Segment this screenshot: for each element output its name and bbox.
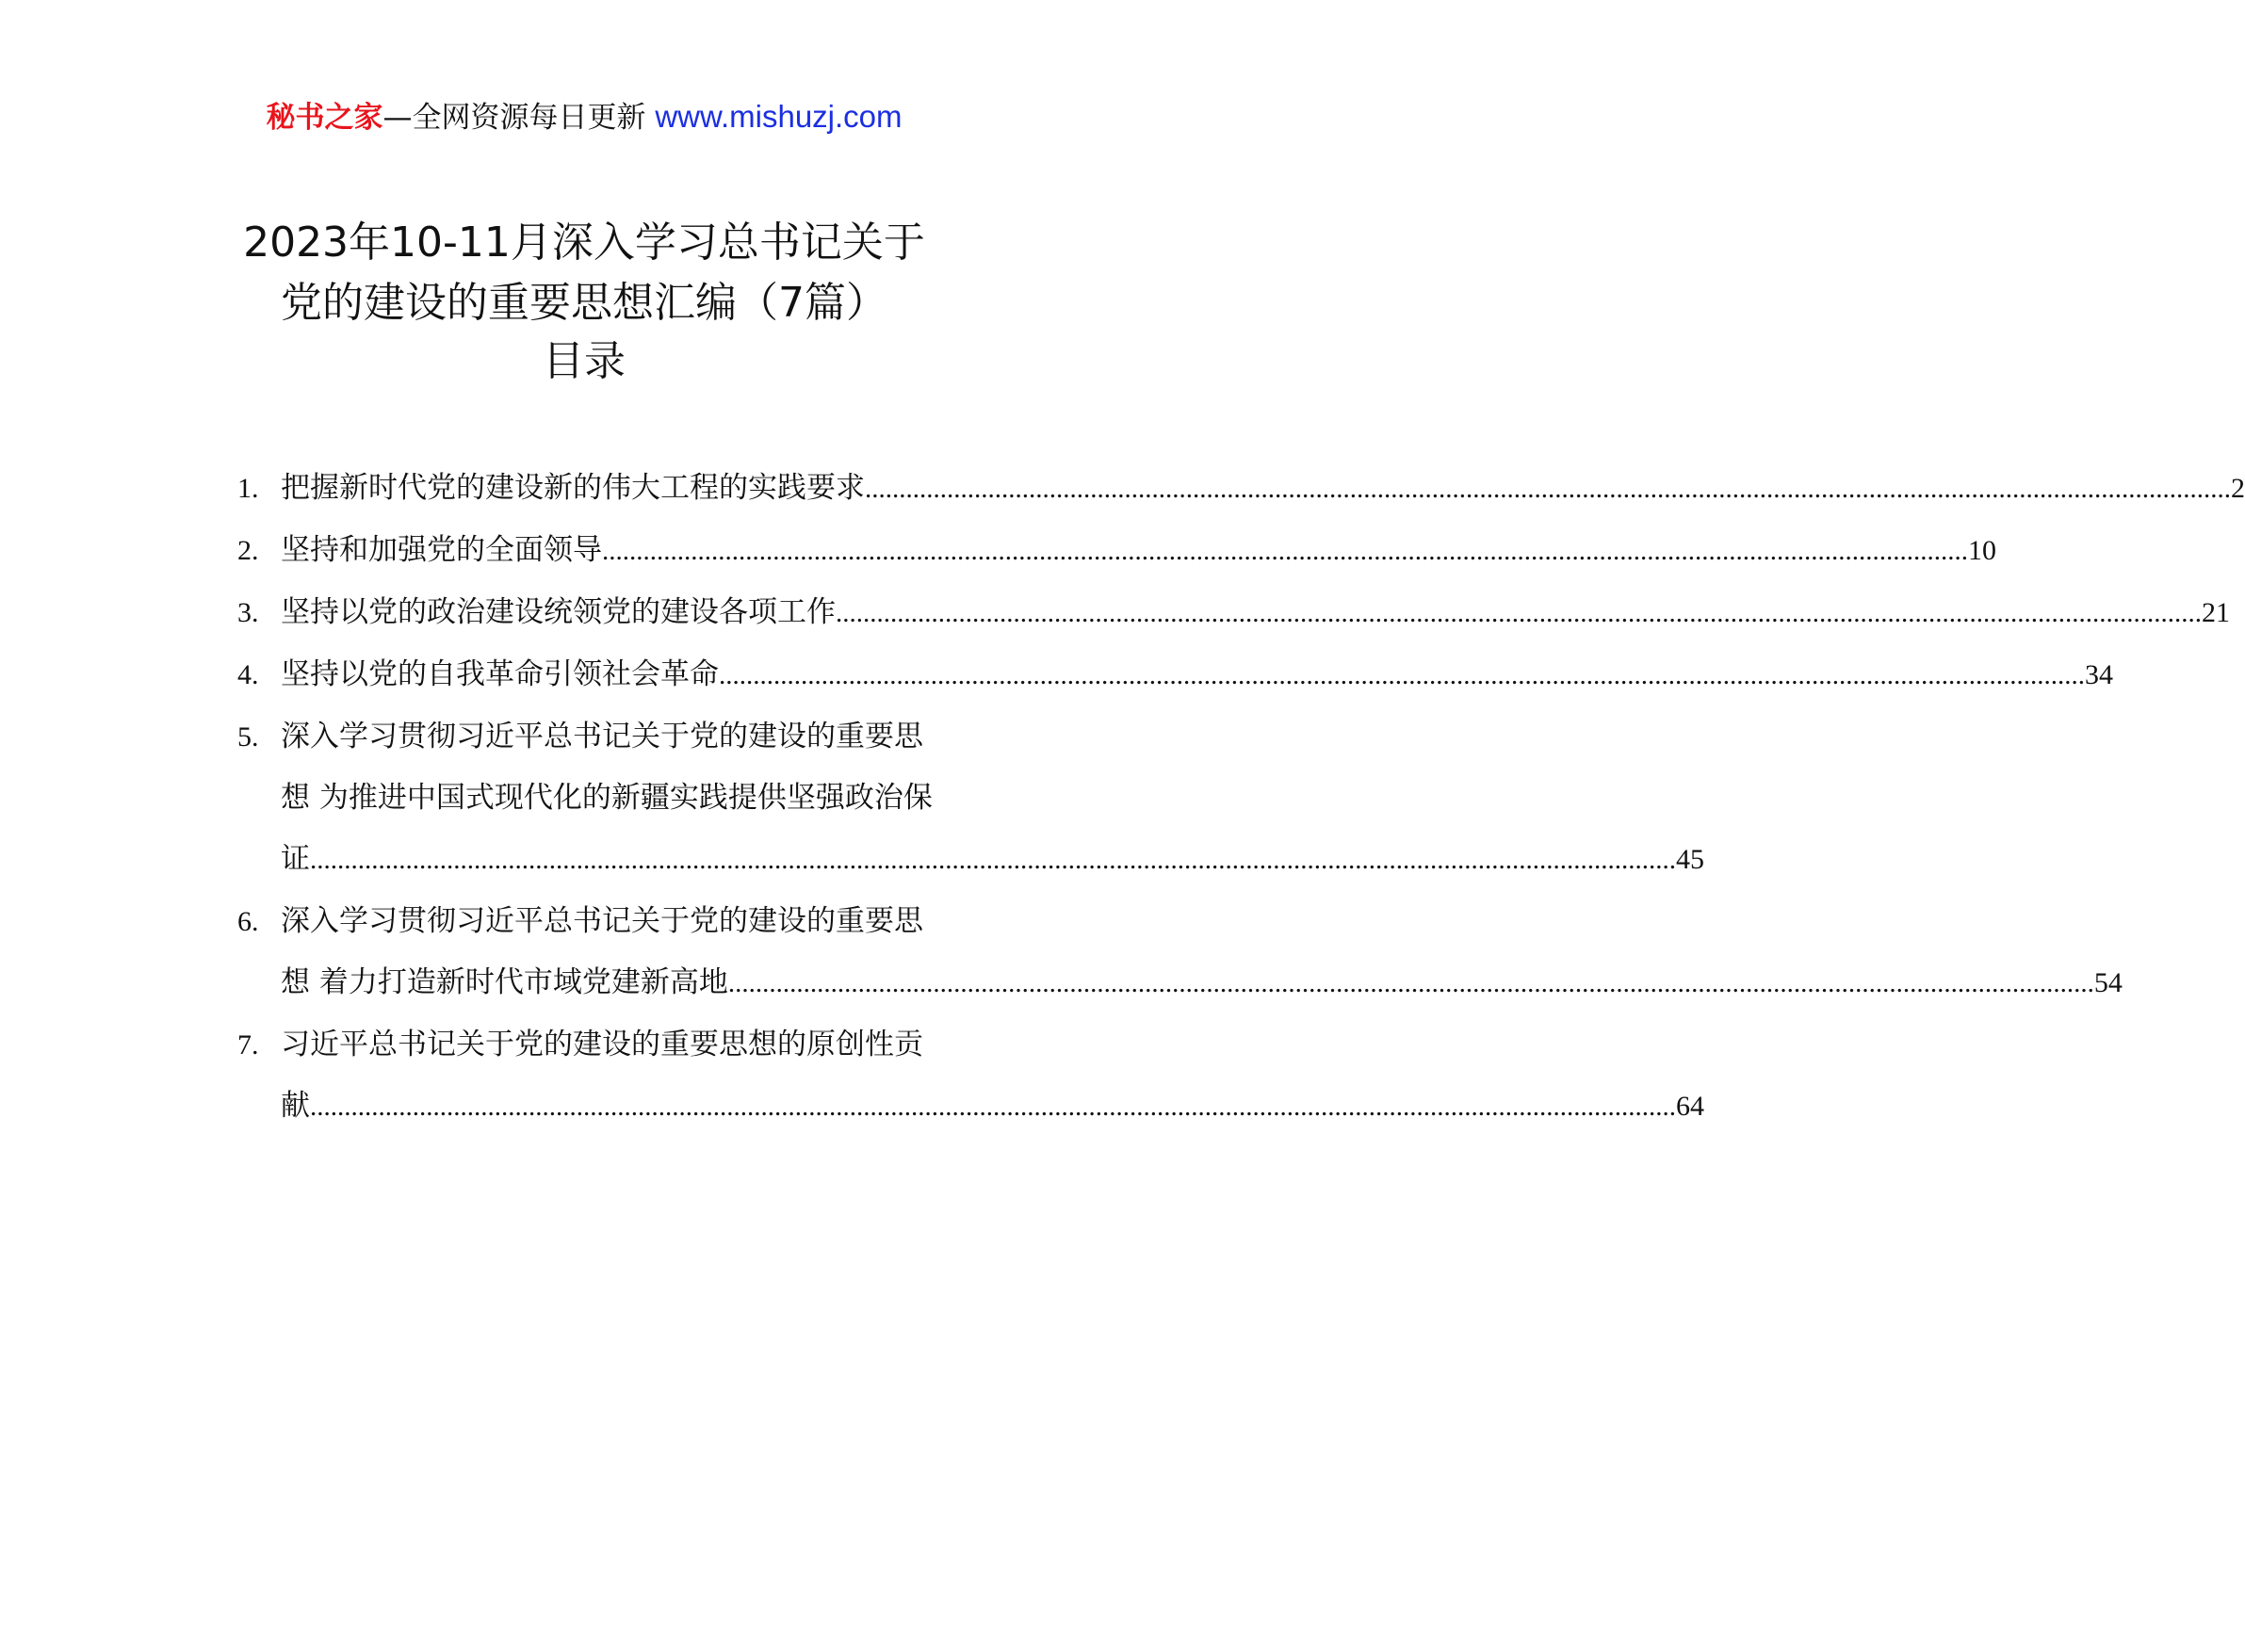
toc-entry-title: 坚持以党的自我革命引领社会革命: [281, 657, 719, 691]
toc-entry-number: 7.: [237, 1029, 259, 1061]
toc-entry-leader-line: [281, 520, 1996, 582]
toc-entry-text-line: 深入学习贯彻习近平总书记关于党的建设的重要思: [281, 720, 923, 753]
toc-entry[interactable]: [237, 644, 2113, 706]
toc-entry-text-line: 习近平总书记关于党的建设的重要思想的原创性贡: [281, 1028, 923, 1061]
toc-entry-leader-line: [281, 582, 2230, 644]
dot-leader: ........................................................................................................................................................................................................: [310, 845, 1676, 875]
toc-entry-number: 3.: [237, 597, 259, 628]
toc-entry-number: 2.: [237, 535, 259, 566]
toc-entry[interactable]: [237, 1014, 1704, 1138]
title-line-2: 党的建设的重要思想汇编（7篇）: [281, 279, 887, 327]
toc-entry-text-line: 想 为推进中国式现代化的新疆实践提供坚强政治保: [281, 781, 933, 815]
toc-entry-page-number: 10: [1968, 535, 1996, 566]
dot-leader: ........................................................................................................................................................................................................: [719, 660, 2085, 690]
toc-entry-text-line: 深入学习贯彻习近平总书记关于党的建设的重要思: [281, 904, 923, 938]
dot-leader: ........................................................................................................................................................................................................: [836, 598, 2202, 628]
toc-entry-number: 6.: [237, 906, 259, 937]
toc-entry-page-number: 34: [2085, 659, 2113, 690]
toc-entry-number: 1.: [237, 473, 259, 504]
toc-entry[interactable]: [237, 582, 2230, 644]
toc-entry[interactable]: [237, 458, 2245, 520]
title-line-1: 2023年10-11月深入学习总书记关于: [243, 219, 925, 267]
toc-entry-number: 4.: [237, 659, 259, 690]
toc-entry-title: 想 着力打造新时代市域党建新高地: [281, 965, 728, 999]
toc-entry-page-number: 45: [1676, 844, 1704, 875]
toc-entry-leader-line: [281, 644, 2113, 706]
toc-heading: 目录: [543, 337, 626, 385]
toc-entry-title: 把握新时代党的建设新的伟大工程的实践要求: [281, 471, 865, 505]
site-banner: [0, 96, 1168, 138]
brand-name: 秘书之家: [266, 101, 383, 135]
site-url-link[interactable]: www.mishuzj.com: [655, 99, 903, 134]
toc-entry[interactable]: [237, 520, 1996, 582]
toc-entry-page-number: 54: [2093, 967, 2123, 998]
toc-entry-title: 献: [281, 1089, 310, 1123]
dot-leader: ........................................................................................................................................................................................................: [727, 968, 2094, 998]
toc-entry-leader-line: [281, 1076, 1704, 1138]
toc-entry-leader-line: [281, 829, 1704, 891]
toc-entry-leader-line: [281, 952, 2123, 1014]
table-of-contents: [237, 458, 2245, 1138]
toc-entry-number: 5.: [237, 721, 259, 753]
toc-entry-title: 证: [281, 842, 310, 876]
toc-entry[interactable]: [237, 891, 2123, 1014]
document-title: [0, 213, 1168, 333]
toc-entry-page-number: 2: [2231, 473, 2245, 504]
toc-entry[interactable]: [237, 706, 1704, 891]
toc-entry-leader-line: [281, 458, 2245, 520]
dot-leader: ........................................................................................................................................................................................................: [865, 474, 2231, 504]
banner-slogan: —全网资源每日更新: [382, 101, 656, 135]
dot-leader: ........................................................................................................................................................................................................: [602, 536, 1968, 566]
toc-entry-page-number: 21: [2202, 597, 2230, 628]
toc-entry-title: 坚持以党的政治建设统领党的建设各项工作: [281, 595, 836, 629]
toc-entry-title: 坚持和加强党的全面领导: [281, 533, 602, 567]
toc-entry-page-number: 64: [1676, 1091, 1704, 1122]
dot-leader: ........................................................................................................................................................................................................: [310, 1092, 1676, 1122]
